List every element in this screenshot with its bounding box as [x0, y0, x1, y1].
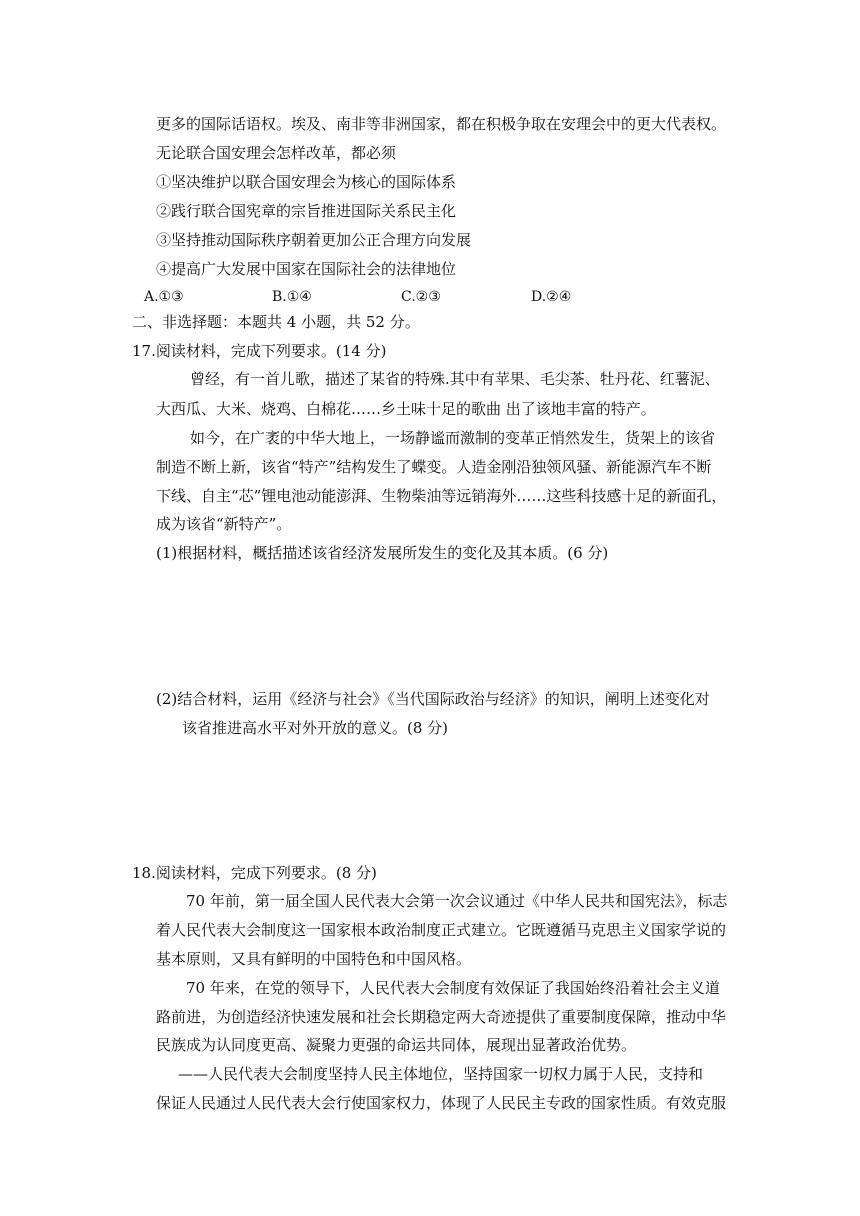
q16-option-c[interactable]: C.②③ [401, 289, 441, 305]
q16-option-a[interactable]: A.①③ [144, 289, 184, 305]
q18-paragraph-line: 着人民代表大会制度这一国家根本政治制度正式建立。它既遵循马克思主义国家学说的 [156, 921, 727, 939]
q18-paragraph-line: 路前进，为创造经济快速发展和社会长期稳定两大奇迹提供了重要制度保障，推动中华 [156, 1008, 727, 1026]
q17-paragraph-line: 如今，在广袤的中华大地上，一场静谧而激制的变革正悄然发生，货架上的该省 [190, 429, 716, 447]
q18-paragraph-line: 70 年前，第一届全国人民代表大会第一次会议通过《中华人民共和国宪法》，标志 [186, 892, 728, 910]
q16-option-b[interactable]: B.①④ [272, 289, 312, 305]
q18-paragraph-line: ——人民代表大会制度坚持人民主体地位，坚持国家一切权力属于人民，支持和 [178, 1065, 704, 1083]
q16-material-line: 更多的国际话语权。埃及、南非等非洲国家，都在积极争取在安理会中的更大代表权。 [156, 115, 727, 133]
q17-subquestion-2: (2)结合材料，运用《经济与社会》《当代国际政治与经济》的知识，阐明上述变化对 [156, 690, 710, 708]
q16-statement-1: ①坚决维护以联合国安理会为核心的国际体系 [156, 173, 457, 191]
q18-paragraph-line: 保证人民通过人民代表大会行使国家权力，体现了人民民主专政的国家性质。有效克服 [156, 1094, 727, 1112]
q17-paragraph-line: 大西瓜、大米、烧鸡、白棉花……乡土味十足的歌曲 出了该地丰富的特产。 [156, 400, 656, 418]
section-heading: 二、非选择题：本题共 4 小题，共 52 分。 [132, 313, 420, 331]
q16-statement-2: ②践行联合国宪章的宗旨推进国际关系民主化 [156, 202, 457, 220]
q16-stem: 无论联合国安理会怎样改革，都必须 [156, 144, 397, 162]
q17-title: 17.阅读材料，完成下列要求。(14 分) [132, 342, 387, 360]
q16-option-d[interactable]: D.②④ [531, 289, 572, 305]
q17-paragraph-line: 成为该省“新特产”。 [156, 515, 292, 533]
q16-statement-4: ④提高广大发展中国家在国际社会的法律地位 [156, 260, 457, 278]
q16-statement-3: ③坚持推动国际秩序朝着更加公正合理方向发展 [156, 231, 472, 249]
q18-title: 18.阅读材料，完成下列要求。(8 分) [132, 864, 377, 882]
q18-paragraph-line: 70 年来，在党的领导下，人民代表大会制度有效保证了我国始终沿着社会主义道 [186, 979, 720, 997]
q18-paragraph-line: 民族成为认同度更高、凝聚力更强的命运共同体，展现出显著政治优势。 [156, 1036, 637, 1054]
q17-paragraph-line: 下线、自主“芯”锂电池动能澎湃、生物柴油等远销海外……这些科技感十足的新面孔， [156, 487, 727, 505]
q17-paragraph-line: 曾经，有一首儿歌，描述了某省的特殊.其中有苹果、毛尖茶、牡丹花、红薯泥、 [190, 370, 720, 388]
q17-subquestion-2: 该省推进高水平对外开放的意义。(8 分) [182, 719, 449, 737]
q17-subquestion-1: (1)根据材料，概括描述该省经济发展所发生的变化及其本质。(6 分) [156, 544, 609, 562]
q17-paragraph-line: 制造不断上新，该省“特产”结构发生了蝶变。人造金刚沿独领风骚、新能源汽车不断 [156, 458, 712, 476]
q18-paragraph-line: 基本原则，又具有鲜明的中国特色和中国风格。 [156, 950, 472, 968]
